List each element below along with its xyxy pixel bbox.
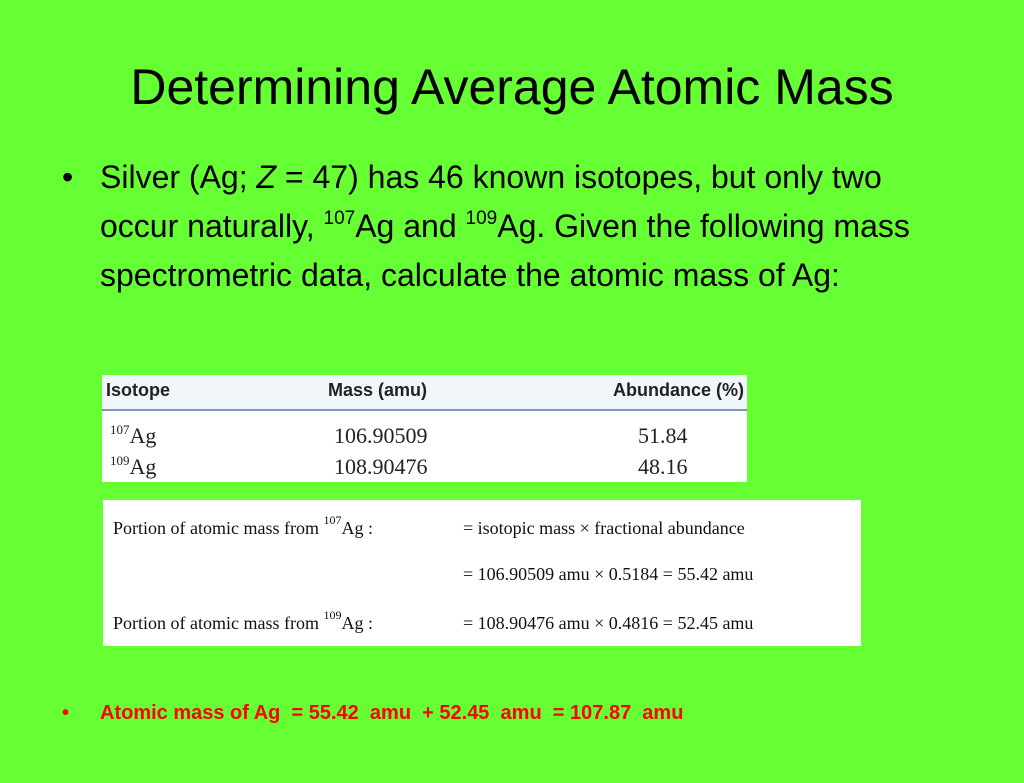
calc-label-text: Portion of atomic mass from [113, 518, 324, 538]
calc-line-3-label [113, 608, 373, 634]
result-bullet-marker: • [62, 702, 70, 724]
table-cell-isotope [110, 454, 156, 480]
calc-mass-number: 109 [323, 608, 342, 622]
intro-text-part-4: . Given the following mass spectrometric data, calculate the atomic mass of Ag: [100, 208, 910, 293]
table-row [102, 454, 747, 480]
table-cell-isotope [110, 423, 156, 449]
bullet-marker: • [62, 159, 74, 195]
table-header-abundance: Abundance (%) [612, 380, 744, 400]
isotope-1-symbol: Ag [355, 208, 395, 244]
atomic-number-symbol: Z [256, 159, 277, 195]
table-cell-mass: 108.90476 [334, 454, 428, 479]
element-symbol: Ag [129, 454, 157, 479]
isotope-1-mass-number: 107 [323, 208, 356, 229]
element-symbol: Ag [129, 423, 157, 448]
mass-number: 107 [110, 422, 130, 437]
calc-line-1-label [113, 513, 373, 539]
calculation-box [103, 500, 861, 646]
mass-number: 109 [110, 453, 130, 468]
intro-text-part-2: = 47) has 46 known isotopes, but only two occur naturally, [100, 159, 882, 244]
calc-line-1-expression: = isotopic mass × fractional abundance [463, 518, 745, 538]
calc-symbol: Ag : [341, 518, 373, 538]
result-bullet [62, 699, 982, 783]
table-header-mass: Mass (amu) [328, 380, 428, 400]
result-text: Atomic mass of Ag = 55.42 amu + 52.45 amu = 107.87 amu [100, 702, 684, 724]
calc-mass-number: 107 [323, 513, 342, 527]
isotope-2-mass-number: 109 [465, 208, 498, 229]
table-cell-abundance: 48.16 [638, 454, 688, 479]
table-header-isotope: Isotope [106, 380, 171, 400]
calc-symbol: Ag : [341, 613, 373, 633]
calc-line-3-expression: = 108.90476 amu × 0.4816 = 52.45 amu [463, 613, 754, 633]
isotope-table [102, 375, 747, 482]
intro-text-part-1: Silver (Ag; [100, 159, 257, 195]
calc-label-text: Portion of atomic mass from [113, 613, 324, 633]
intro-bullet-text [100, 153, 962, 300]
table-cell-abundance: 51.84 [638, 423, 688, 448]
calc-line-2-expression: = 106.90509 amu × 0.5184 = 55.42 amu [463, 564, 754, 584]
slide-title: Determining Average Atomic Mass [130, 59, 894, 115]
intro-text-part-3: and [394, 208, 466, 244]
table-header-row [102, 375, 747, 411]
isotope-2-symbol: Ag [497, 208, 537, 244]
table-row [102, 423, 747, 449]
table-cell-mass: 106.90509 [334, 423, 428, 448]
